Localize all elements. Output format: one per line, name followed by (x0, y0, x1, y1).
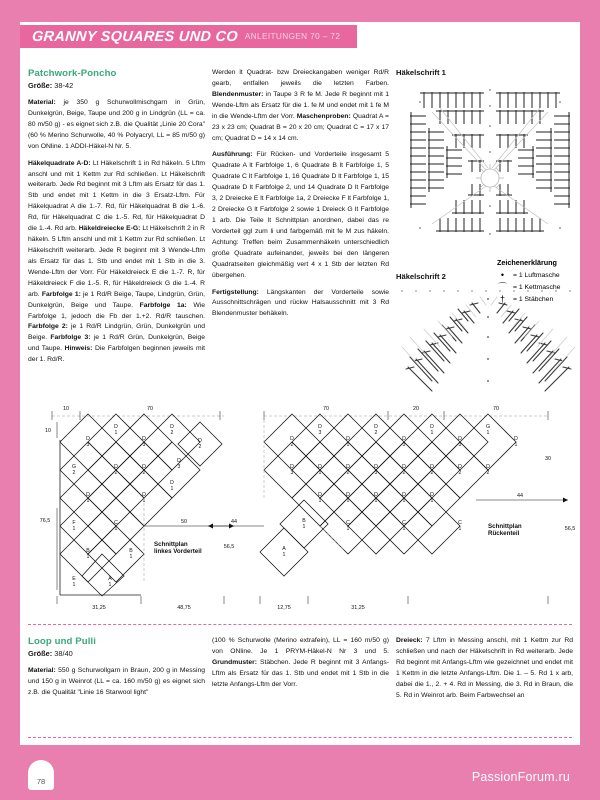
svg-text:D: D (170, 480, 174, 486)
svg-text:2: 2 (458, 470, 462, 476)
svg-text:1: 1 (458, 526, 462, 532)
svg-text:31,25: 31,25 (351, 605, 365, 611)
svg-text:1: 1 (170, 486, 174, 492)
svg-text:G: G (485, 424, 491, 430)
dreiecke-label: Häkeldreiecke E-G: (78, 225, 141, 233)
svg-text:2: 2 (72, 470, 76, 476)
svg-text:44: 44 (517, 493, 523, 499)
ausfuehrung-label: Ausführung: (212, 151, 253, 159)
svg-text:50: 50 (181, 519, 187, 525)
svg-text:12,75: 12,75 (277, 605, 291, 611)
farbfolge1a-label: Farbfolge 1a: (139, 301, 187, 309)
slip-stitch-icon: ⌒ (497, 282, 507, 292)
schematic-svg (24, 400, 580, 615)
bottom-size-line (28, 649, 205, 658)
svg-text:D: D (346, 436, 350, 442)
farbfolge3-text: je 1 Rd/R Grün, Dunkelgrün, Beige und Taupe. (28, 334, 205, 353)
svg-text:D: D (430, 424, 434, 430)
svg-text:D: D (142, 436, 146, 442)
chart1-label: Häkelschrift 1 (396, 68, 446, 77)
svg-text:1: 1 (86, 498, 90, 504)
bottom-column-1 (28, 636, 205, 705)
svg-text:3: 3 (290, 470, 294, 476)
bottom-paragraph-material (28, 666, 205, 699)
svg-text:D: D (170, 424, 174, 430)
svg-text:D: D (402, 464, 406, 470)
svg-text:1: 1 (402, 498, 406, 504)
svg-text:56,5: 56,5 (223, 544, 235, 550)
svg-text:2: 2 (198, 444, 202, 450)
farbfolge2-label: Farbfolge 2: (28, 323, 68, 331)
svg-text:1: 1 (86, 554, 90, 560)
svg-text:A: A (108, 576, 112, 582)
hinweis-text: Die Farbfolgen beginnen jeweils mit der 1. Rd/R. (28, 345, 205, 364)
svg-text:1: 1 (402, 526, 406, 532)
svg-text:1: 1 (430, 430, 434, 436)
svg-text:D: D (290, 464, 294, 470)
material-label: Material: (28, 99, 56, 106)
blendenmuster-label: Blendenmuster: (212, 90, 264, 98)
svg-text:1: 1 (108, 582, 112, 588)
svg-text:2: 2 (142, 470, 146, 476)
farbfolge2-text: je 1 Rd/R Lindgrün, Grün, Dunkelgrün und Beige. (28, 323, 205, 342)
svg-text:D: D (458, 436, 462, 442)
svg-text:1: 1 (514, 442, 518, 448)
svg-text:1: 1 (374, 498, 378, 504)
schematic-diagrams (24, 400, 580, 615)
svg-text:3: 3 (374, 470, 378, 476)
svg-text:2: 2 (374, 430, 378, 436)
svg-text:D: D (346, 464, 350, 470)
paragraph-quadrate (28, 159, 205, 367)
schematic-right (208, 406, 575, 611)
page-border-left (0, 0, 20, 800)
svg-text:10: 10 (63, 406, 69, 412)
svg-text:D: D (318, 464, 322, 470)
svg-text:2: 2 (486, 470, 490, 476)
svg-text:1: 1 (346, 526, 350, 532)
paragraph-intro (212, 68, 389, 144)
svg-text:D: D (142, 492, 146, 498)
svg-text:D: D (142, 464, 146, 470)
svg-text:D: D (86, 492, 90, 498)
svg-text:D: D (86, 436, 90, 442)
svg-text:D: D (458, 464, 462, 470)
svg-text:D: D (486, 464, 490, 470)
header-title: GRANNY SQUARES UND CO (31, 28, 239, 45)
bottom-material-text: 550 g Schurwollgarn in Braun, 200 g in Messing und 150 g in Weinrot (LL = ca. 160 m/50 g) es eignet sich z.B. die Qualität "Linie 16 Starwool light" (28, 667, 205, 696)
svg-text:B: B (86, 548, 90, 554)
svg-text:D: D (374, 424, 378, 430)
svg-text:1: 1 (72, 582, 76, 588)
svg-text:D: D (198, 438, 202, 444)
bottom-paragraph-col2 (212, 636, 389, 691)
brand-watermark: PassionForum.ru (471, 770, 570, 784)
text-column-2 (212, 68, 389, 326)
svg-text:44: 44 (231, 519, 237, 525)
paragraph-material (28, 98, 205, 153)
dreieck-text: 7 Lftm in Messing anschl, mit 1 Kettm zur Rd schließen und nach der Häkelschrift in Rd weiterarb. Jede Rd beginnt mit Anfangs-Lftm wie gezeichnet und endet mit 1 Kettm in die letzte Anfangs-Lftm. Die 1. – 5. Rd 1 x arb, dabei die 1., 2. + 4. Rd in Messing, die 3. Rd in Braun, die 5. Rd in Weinrot arb. Beim Farbwechsel an (396, 637, 573, 699)
svg-text:2: 2 (290, 442, 294, 448)
svg-text:D: D (374, 464, 378, 470)
svg-text:D: D (114, 424, 118, 430)
header-subtitle: ANLEITUNGEN 70 – 72 (244, 32, 341, 41)
page-number: 78 (28, 760, 54, 790)
legend-item-label: = 1 Stäbchen (513, 296, 554, 303)
farbfolge1-text: je 1 Rd/R Beige, Taupe, Lindgrün, Grün, Dunkelgrün, Beige und Taupe. (28, 290, 205, 309)
svg-text:2: 2 (402, 470, 406, 476)
svg-text:1: 1 (346, 498, 350, 504)
svg-text:Rückenteil: Rückenteil (488, 530, 520, 537)
chart-column (396, 68, 573, 83)
svg-text:48,75: 48,75 (177, 605, 191, 611)
size-line (28, 81, 205, 90)
legend-item-label: = 1 Kettmasche (513, 284, 561, 291)
svg-text:1: 1 (142, 498, 146, 504)
quadrate-text: Lt Häkelschrift 1 in Rd häkeln. 5 Lftm anschl und mit 1 Kettm zur Rd schließen. Lt Häkelschrift weiterarb. Jede Rd beginnt mit 3 Lftm als Ersatz für das 1. Stb und endet mit 1 Kettm in die 3 Ersatz-Lftm. Für Häkelquadrat A die 1.-7. Rd, für Häkelquadrat B die 1.-6. Rd, für Häkelquadrat C die 1.-5. Rd, für Häkelquadrat D die 1.-4. Rd arb. (28, 159, 205, 233)
chart1-svg (400, 82, 580, 247)
svg-text:D: D (177, 458, 181, 464)
legend-item (497, 295, 592, 304)
svg-text:Schnittplan: Schnittplan (154, 541, 188, 548)
svg-text:F: F (72, 520, 76, 526)
bottom-paragraph-dreieck (396, 636, 573, 702)
page-border-top (0, 0, 600, 22)
svg-text:2: 2 (430, 470, 434, 476)
intro-text: Werden lt Quadrat- bzw Dreieckangaben weniger Rd/R gearb, entfallen jeweils die letzten Farben. (212, 69, 389, 87)
svg-text:D: D (318, 424, 322, 430)
bottom-section-title: Loop und Pulli (28, 636, 97, 647)
fertigstellung-label: Fertigstellung: (212, 288, 259, 296)
svg-text:1: 1 (114, 430, 118, 436)
svg-text:E: E (72, 576, 76, 582)
svg-text:D: D (374, 492, 378, 498)
svg-text:C: C (346, 520, 350, 526)
svg-text:2: 2 (114, 470, 118, 476)
bottom-col2-text2: Je 1 PRYM-Häkel-N Nr 3 und 5. (260, 647, 389, 655)
text-column-1 (28, 68, 205, 372)
bottom-size-label: Größe: (28, 649, 53, 658)
blendenmuster-text: in Taupe 3 R fe M. Jede R beginnt mit 1 Wende-Lftm als Ersatz für die 1. fe M und endet mit 1 fe M in die Wende-Lftm der Vorr. (212, 90, 389, 120)
svg-text:2: 2 (346, 470, 350, 476)
svg-text:1: 1 (486, 430, 490, 436)
bottom-size-value: 38/40 (54, 649, 73, 658)
quadrate-label: Häkelquadrate A-D: (28, 159, 91, 167)
svg-text:1: 1 (114, 526, 118, 532)
svg-text:D: D (290, 436, 294, 442)
svg-text:1: 1 (72, 526, 76, 532)
chain-stitch-icon: • (500, 270, 505, 280)
section-divider-bottom (28, 737, 572, 738)
svg-text:1: 1 (430, 498, 434, 504)
hinweis-label: Hinweis: (64, 345, 93, 353)
svg-text:D: D (514, 436, 518, 442)
svg-text:D: D (346, 492, 350, 498)
paragraph-fertigstellung (212, 288, 389, 321)
svg-text:linkes Vorderteil: linkes Vorderteil (154, 548, 202, 555)
legend-item-label: = 1 Luftmasche (513, 272, 560, 279)
svg-text:D: D (318, 492, 322, 498)
svg-text:C: C (458, 520, 462, 526)
svg-text:70: 70 (147, 406, 153, 412)
size-label: Größe: (28, 81, 53, 90)
maschenproben-text: Quadrat A = 23 x 23 cm; Quadrat B = 20 x 20 cm; Quadrat C = 17 x 17 cm; Quadrat D = 14 x 14 cm. (212, 112, 389, 142)
svg-text:Schnittplan: Schnittplan (488, 523, 522, 530)
farbfolge1-label: Farbfolge 1: (41, 290, 81, 298)
svg-text:1: 1 (302, 524, 306, 530)
svg-text:70: 70 (323, 406, 329, 412)
schematic-left (40, 406, 235, 611)
svg-text:3: 3 (142, 442, 146, 448)
chart2-label: Häkelschrift 2 (396, 272, 446, 281)
material-text: je 350 g Schurwollmischgarn in Grün, Dunkelgrün, Beige, Taupe und 200 g in Lindgrün (LL = ca. 80 m/50 g) - es eignet sich z.B. die Qualität „Linie 20 Cora" (60 % Merino Schurwolle, 40 % Polyacryl, LL = 85 m/50 g) von ONline. 1 ADDI-Häkel-N Nr. 5. (28, 99, 205, 150)
fertigstellung-text: Längskanten der Vorderteile sowie Ausschnittschrägen und rückw Halsausschnitt mit 3 Rd Blendenmuster behäkeln. (212, 288, 389, 318)
svg-text:1: 1 (282, 552, 286, 558)
legend-title: Zeichenerklärung (497, 258, 557, 267)
svg-text:2: 2 (170, 430, 174, 436)
svg-text:30: 30 (545, 456, 551, 462)
grundmuster-text: Stäbchen. Jede R beginnt mit 3 Anfangs-Lftm als Ersatz für das 1. Stb und endet mit 1 Stb in die letzte Anfangs-Lftm der Vorr. (212, 658, 389, 688)
legend-box (497, 258, 592, 307)
page-border-right (580, 0, 600, 800)
farbfolge3-label: Farbfolge 3: (50, 334, 91, 342)
bottom-column-2 (212, 636, 389, 697)
svg-text:70: 70 (493, 406, 499, 412)
svg-text:D: D (402, 436, 406, 442)
farbfolge1a-text: Wie Farbfolge 1, jedoch die Fb der 1.+2. Rd/R tauschen. (28, 301, 205, 320)
dreiecke-text: Lt Häkelschrift 2 in R häkeln. 5 Lftm anschl und mit 1 Kettm zur Rd schließen. Lt Häkelschrift weiterarb. Jede R beginnt mit 3 Wende-Lftm als Ersatz für das 1. Stb und endet mit 1 Stb in die 3. Wende-Lftm der Vorr. Für Häkeldreieck E die 1.-7. R, für Häkeldreieck F die 1.-5. R, für Häkeldreieck G die 1.-4. R arb. (28, 225, 205, 298)
svg-text:1: 1 (318, 498, 322, 504)
page-title: Patchwork-Poncho (28, 68, 117, 79)
svg-text:D: D (402, 492, 406, 498)
svg-text:C: C (114, 520, 118, 526)
svg-text:20: 20 (413, 406, 419, 412)
svg-text:1: 1 (129, 554, 133, 560)
svg-text:D: D (430, 492, 434, 498)
bottom-material-label: Material: (28, 667, 56, 674)
svg-text:D: D (430, 464, 434, 470)
ausfuehrung-text: Für Rücken- und Vorderteile insgesamt 5 Quadrate A lt Farbfolge 1, 6 Quadrate B lt Farbfolge 1, 5 Quadrate C lt Farbfolge 1, 16 Quadrate D lt Farbfolge 1, 15 Quadrate D lt Farbfolge 2, und 14 Quadrate D lt Farbfolge 3, 2 Dreiecke E lt Farbfolge 1a, 2 Dreiecke F lt Farbfolge 1, 2 Dreiecke G lt Farbfolge 2 sowie 1 Dreieck G lt Farbfolge 1 arb. Die Teile lt Schnittplan anordnen, dabei das re Vorderteil ggl zum li und farbgemäß mit fe M zus häkeln. Achtung: Treffen beim Zusammenhäkeln unterschiedlich große Quadrate aufeinander, jeweils bei den längeren Quadratseiten gleichmäßig vert 4 x 1 Stb der letzten Rd übergehen. (212, 151, 389, 279)
svg-text:3: 3 (318, 430, 322, 436)
svg-text:1: 1 (346, 442, 350, 448)
svg-text:3: 3 (402, 442, 406, 448)
svg-text:B: B (129, 548, 133, 554)
svg-text:3: 3 (458, 442, 462, 448)
svg-text:10: 10 (45, 428, 51, 434)
svg-text:31,25: 31,25 (92, 605, 106, 611)
legend-item (497, 271, 592, 280)
svg-text:A: A (282, 546, 286, 552)
svg-text:3: 3 (177, 464, 181, 470)
svg-text:76,5: 76,5 (39, 518, 51, 524)
svg-text:56,5: 56,5 (564, 526, 576, 532)
bottom-column-3 (396, 636, 573, 708)
svg-text:D: D (114, 464, 118, 470)
section-header-banner (20, 25, 357, 48)
bottom-col2-text: (100 % Schurwolle (Merino extrafein), LL = 160 m/50 g) von ONline. (212, 637, 389, 655)
svg-text:B: B (302, 518, 306, 524)
grundmuster-label: Grundmuster: (212, 658, 258, 666)
svg-text:3: 3 (86, 442, 90, 448)
paragraph-ausfuehrung (212, 150, 389, 281)
maschenproben-label: Maschenproben: (296, 112, 351, 120)
section-divider-top (28, 624, 572, 625)
svg-text:C: C (402, 520, 406, 526)
size-value: 38-42 (54, 81, 74, 90)
svg-text:1: 1 (318, 470, 322, 476)
legend-item (497, 283, 592, 292)
dreieck-label: Dreieck: (396, 637, 423, 644)
svg-text:G: G (71, 464, 77, 470)
double-crochet-icon: † (499, 294, 505, 304)
crochet-chart-1 (400, 82, 580, 247)
